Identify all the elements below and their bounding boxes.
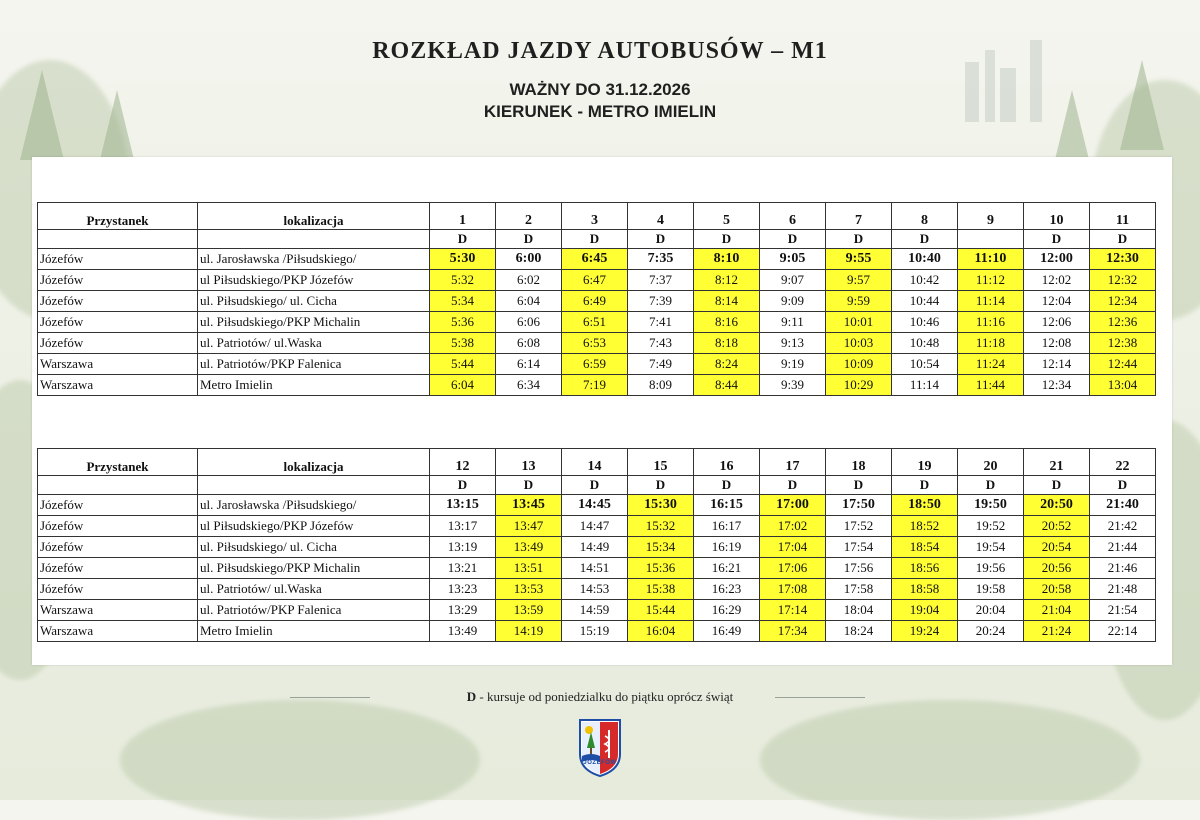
weekday-flag: D — [562, 476, 628, 495]
page-title: ROZKŁAD JAZDY AUTOBUSÓW – M1 — [372, 38, 828, 64]
departure-time: 10:44 — [892, 291, 958, 312]
departure-time: 17:52 — [826, 516, 892, 537]
departure-time: 18:54 — [892, 537, 958, 558]
stop-name: Józefów — [38, 333, 198, 354]
departure-time: 11:12 — [958, 270, 1024, 291]
departure-time: 13:59 — [496, 600, 562, 621]
departure-time: 12:00 — [1024, 249, 1090, 270]
departure-time: 10:54 — [892, 354, 958, 375]
departure-time: 15:36 — [628, 558, 694, 579]
course-number: 19 — [892, 449, 958, 476]
table-row — [38, 333, 1156, 354]
course-number: 3 — [562, 203, 628, 230]
departure-time: 17:14 — [760, 600, 826, 621]
stop-location: ul. Patriotów/ ul.Waska — [198, 333, 430, 354]
departure-time: 7:39 — [628, 291, 694, 312]
departure-time: 21:24 — [1024, 621, 1090, 642]
departure-time: 21:40 — [1090, 495, 1156, 516]
departure-time: 5:30 — [430, 249, 496, 270]
departure-time: 16:15 — [694, 495, 760, 516]
empty-cell — [38, 230, 198, 249]
departure-time: 9:13 — [760, 333, 826, 354]
departure-time: 6:34 — [496, 375, 562, 396]
departure-time: 5:44 — [430, 354, 496, 375]
departure-time: 10:29 — [826, 375, 892, 396]
departure-time: 7:37 — [628, 270, 694, 291]
stop-name: Józefów — [38, 579, 198, 600]
departure-time: 20:24 — [958, 621, 1024, 642]
departure-time: 16:17 — [694, 516, 760, 537]
departure-time: 13:29 — [430, 600, 496, 621]
departure-time: 12:30 — [1090, 249, 1156, 270]
weekday-flag: D — [628, 230, 694, 249]
departure-time: 19:54 — [958, 537, 1024, 558]
departure-time: 12:38 — [1090, 333, 1156, 354]
departure-time: 17:58 — [826, 579, 892, 600]
departure-time: 7:41 — [628, 312, 694, 333]
departure-time: 16:49 — [694, 621, 760, 642]
weekday-flag: D — [892, 476, 958, 495]
departure-time: 5:32 — [430, 270, 496, 291]
course-number: 11 — [1090, 203, 1156, 230]
departure-time: 21:04 — [1024, 600, 1090, 621]
departure-time: 6:02 — [496, 270, 562, 291]
validity-date: WAŻNY DO 31.12.2026 — [509, 80, 691, 99]
course-number: 13 — [496, 449, 562, 476]
departure-time: 21:54 — [1090, 600, 1156, 621]
departure-time: 17:02 — [760, 516, 826, 537]
departure-time: 11:24 — [958, 354, 1024, 375]
departure-time: 6:45 — [562, 249, 628, 270]
departure-time: 8:16 — [694, 312, 760, 333]
departure-time: 14:19 — [496, 621, 562, 642]
table-row — [38, 354, 1156, 375]
table-row — [38, 375, 1156, 396]
departure-time: 12:02 — [1024, 270, 1090, 291]
stop-location: ul. Piłsudskiego/ ul. Cicha — [198, 537, 430, 558]
departure-time: 8:18 — [694, 333, 760, 354]
departure-time: 12:34 — [1024, 375, 1090, 396]
departure-time: 10:03 — [826, 333, 892, 354]
departure-time: 22:14 — [1090, 621, 1156, 642]
departure-time: 17:04 — [760, 537, 826, 558]
departure-time: 12:08 — [1024, 333, 1090, 354]
course-number: 4 — [628, 203, 694, 230]
stop-location: ul Piłsudskiego/PKP Józefów — [198, 270, 430, 291]
departure-time: 8:12 — [694, 270, 760, 291]
weekday-flag: D — [892, 230, 958, 249]
departure-time: 19:52 — [958, 516, 1024, 537]
departure-time: 18:04 — [826, 600, 892, 621]
departure-time: 10:40 — [892, 249, 958, 270]
departure-time: 14:59 — [562, 600, 628, 621]
departure-time: 20:52 — [1024, 516, 1090, 537]
course-number: 12 — [430, 449, 496, 476]
departure-time: 18:52 — [892, 516, 958, 537]
direction-label: KIERUNEK - METRO IMIELIN — [483, 102, 717, 121]
departure-time: 16:19 — [694, 537, 760, 558]
departure-time: 12:44 — [1090, 354, 1156, 375]
course-number: 17 — [760, 449, 826, 476]
departure-time: 13:51 — [496, 558, 562, 579]
course-number: 20 — [958, 449, 1024, 476]
legend-key: D — [466, 689, 477, 704]
course-number: 10 — [1024, 203, 1090, 230]
weekday-flag: D — [496, 230, 562, 249]
stop-name: Józefów — [38, 516, 198, 537]
departure-time: 6:04 — [496, 291, 562, 312]
legend — [0, 689, 1200, 705]
departure-time: 12:36 — [1090, 312, 1156, 333]
departure-time: 9:55 — [826, 249, 892, 270]
column-header-stop: Przystanek — [38, 449, 198, 476]
stop-location: ul. Jarosławska /Piłsudskiego/ — [198, 495, 430, 516]
departure-time: 17:56 — [826, 558, 892, 579]
departure-time: 18:58 — [892, 579, 958, 600]
weekday-flag — [958, 230, 1024, 249]
course-number: 16 — [694, 449, 760, 476]
jozefow-crest-icon — [578, 718, 622, 778]
stop-location: ul. Patriotów/ ul.Waska — [198, 579, 430, 600]
stop-location: ul. Piłsudskiego/ ul. Cicha — [198, 291, 430, 312]
course-number: 22 — [1090, 449, 1156, 476]
table-row — [38, 516, 1156, 537]
departure-time: 12:14 — [1024, 354, 1090, 375]
course-number: 15 — [628, 449, 694, 476]
empty-cell — [38, 476, 198, 495]
departure-time: 19:04 — [892, 600, 958, 621]
departure-time: 13:45 — [496, 495, 562, 516]
weekday-flag: D — [496, 476, 562, 495]
departure-time: 11:14 — [892, 375, 958, 396]
legend-text: - kursuje od poniedzialku do piątku oprócz świąt — [476, 689, 734, 704]
departure-time: 17:08 — [760, 579, 826, 600]
departure-time: 5:38 — [430, 333, 496, 354]
course-number: 5 — [694, 203, 760, 230]
departure-time: 6:04 — [430, 375, 496, 396]
departure-time: 16:21 — [694, 558, 760, 579]
departure-time: 11:18 — [958, 333, 1024, 354]
departure-time: 15:38 — [628, 579, 694, 600]
course-number: 18 — [826, 449, 892, 476]
course-number-row — [38, 449, 1156, 476]
table-row — [38, 537, 1156, 558]
table-row — [38, 579, 1156, 600]
departure-time: 20:56 — [1024, 558, 1090, 579]
departure-time: 13:04 — [1090, 375, 1156, 396]
departure-time: 9:09 — [760, 291, 826, 312]
departure-time: 9:07 — [760, 270, 826, 291]
weekday-flag: D — [958, 476, 1024, 495]
departure-time: 9:11 — [760, 312, 826, 333]
departure-time: 11:10 — [958, 249, 1024, 270]
course-number: 6 — [760, 203, 826, 230]
course-number: 21 — [1024, 449, 1090, 476]
departure-time: 17:54 — [826, 537, 892, 558]
weekday-flag: D — [562, 230, 628, 249]
departure-time: 6:00 — [496, 249, 562, 270]
timetable-morning — [37, 202, 1156, 396]
stop-location: Metro Imielin — [198, 375, 430, 396]
departure-time: 12:04 — [1024, 291, 1090, 312]
stop-name: Józefów — [38, 312, 198, 333]
departure-time: 17:34 — [760, 621, 826, 642]
departure-time: 10:01 — [826, 312, 892, 333]
course-number: 2 — [496, 203, 562, 230]
departure-time: 16:04 — [628, 621, 694, 642]
departure-time: 19:24 — [892, 621, 958, 642]
timetable-afternoon — [37, 448, 1156, 642]
departure-time: 7:43 — [628, 333, 694, 354]
departure-time: 8:09 — [628, 375, 694, 396]
weekday-flag: D — [694, 230, 760, 249]
weekday-flag: D — [1024, 476, 1090, 495]
stop-name: Warszawa — [38, 621, 198, 642]
departure-time: 6:14 — [496, 354, 562, 375]
departure-time: 17:00 — [760, 495, 826, 516]
departure-time: 17:06 — [760, 558, 826, 579]
weekday-flag: D — [430, 230, 496, 249]
table-row — [38, 558, 1156, 579]
departure-time: 6:47 — [562, 270, 628, 291]
departure-time: 13:19 — [430, 537, 496, 558]
departure-time: 6:08 — [496, 333, 562, 354]
departure-time: 20:50 — [1024, 495, 1090, 516]
departure-time: 9:05 — [760, 249, 826, 270]
stop-name: Warszawa — [38, 354, 198, 375]
departure-time: 16:29 — [694, 600, 760, 621]
departure-time: 12:06 — [1024, 312, 1090, 333]
weekday-flag: D — [760, 476, 826, 495]
stop-name: Warszawa — [38, 600, 198, 621]
stop-location: ul. Jarosławska /Piłsudskiego/ — [198, 249, 430, 270]
departure-time: 20:54 — [1024, 537, 1090, 558]
departure-time: 16:23 — [694, 579, 760, 600]
weekday-flag-row — [38, 230, 1156, 249]
crest-label: JÓZEFÓW — [583, 760, 617, 766]
stop-location: ul. Patriotów/PKP Falenica — [198, 354, 430, 375]
departure-time: 14:47 — [562, 516, 628, 537]
stop-location: ul Piłsudskiego/PKP Józefów — [198, 516, 430, 537]
table-row — [38, 249, 1156, 270]
departure-time: 9:59 — [826, 291, 892, 312]
departure-time: 6:06 — [496, 312, 562, 333]
weekday-flag: D — [760, 230, 826, 249]
weekday-flag: D — [628, 476, 694, 495]
departure-time: 18:56 — [892, 558, 958, 579]
departure-time: 13:53 — [496, 579, 562, 600]
departure-time: 21:44 — [1090, 537, 1156, 558]
departure-time: 13:21 — [430, 558, 496, 579]
departure-time: 19:56 — [958, 558, 1024, 579]
table-row — [38, 312, 1156, 333]
departure-time: 15:44 — [628, 600, 694, 621]
stop-name: Józefów — [38, 495, 198, 516]
departure-time: 10:46 — [892, 312, 958, 333]
empty-cell — [198, 476, 430, 495]
weekday-flag: D — [1090, 476, 1156, 495]
stop-location: Metro Imielin — [198, 621, 430, 642]
stop-location: ul. Patriotów/PKP Falenica — [198, 600, 430, 621]
table-row — [38, 495, 1156, 516]
departure-time: 10:48 — [892, 333, 958, 354]
departure-time: 17:50 — [826, 495, 892, 516]
departure-time: 13:23 — [430, 579, 496, 600]
departure-time: 5:34 — [430, 291, 496, 312]
departure-time: 11:44 — [958, 375, 1024, 396]
course-number: 8 — [892, 203, 958, 230]
departure-time: 13:49 — [430, 621, 496, 642]
departure-time: 6:59 — [562, 354, 628, 375]
departure-time: 19:50 — [958, 495, 1024, 516]
departure-time: 6:49 — [562, 291, 628, 312]
departure-time: 18:24 — [826, 621, 892, 642]
departure-time: 13:47 — [496, 516, 562, 537]
column-header-stop: Przystanek — [38, 203, 198, 230]
stop-name: Warszawa — [38, 375, 198, 396]
weekday-flag: D — [826, 230, 892, 249]
course-number: 14 — [562, 449, 628, 476]
table-row — [38, 270, 1156, 291]
departure-time: 20:04 — [958, 600, 1024, 621]
course-number: 7 — [826, 203, 892, 230]
departure-time: 15:30 — [628, 495, 694, 516]
departure-time: 8:10 — [694, 249, 760, 270]
weekday-flag: D — [694, 476, 760, 495]
empty-cell — [198, 230, 430, 249]
departure-time: 15:19 — [562, 621, 628, 642]
stop-name: Józefów — [38, 558, 198, 579]
stop-name: Józefów — [38, 291, 198, 312]
departure-time: 6:53 — [562, 333, 628, 354]
departure-time: 20:58 — [1024, 579, 1090, 600]
departure-time: 9:39 — [760, 375, 826, 396]
departure-time: 15:32 — [628, 516, 694, 537]
weekday-flag: D — [826, 476, 892, 495]
departure-time: 7:19 — [562, 375, 628, 396]
departure-time: 12:34 — [1090, 291, 1156, 312]
departure-time: 13:15 — [430, 495, 496, 516]
weekday-flag: D — [1090, 230, 1156, 249]
stop-name: Józefów — [38, 249, 198, 270]
departure-time: 21:48 — [1090, 579, 1156, 600]
course-number: 1 — [430, 203, 496, 230]
departure-time: 10:42 — [892, 270, 958, 291]
departure-time: 11:14 — [958, 291, 1024, 312]
departure-time: 13:49 — [496, 537, 562, 558]
departure-time: 8:24 — [694, 354, 760, 375]
column-header-location: lokalizacja — [198, 449, 430, 476]
departure-time: 15:34 — [628, 537, 694, 558]
column-header-location: lokalizacja — [198, 203, 430, 230]
weekday-flag-row — [38, 476, 1156, 495]
course-number: 9 — [958, 203, 1024, 230]
departure-time: 14:49 — [562, 537, 628, 558]
departure-time: 9:19 — [760, 354, 826, 375]
departure-time: 8:14 — [694, 291, 760, 312]
table-row — [38, 600, 1156, 621]
course-number-row — [38, 203, 1156, 230]
departure-time: 12:32 — [1090, 270, 1156, 291]
departure-time: 13:17 — [430, 516, 496, 537]
departure-time: 14:51 — [562, 558, 628, 579]
departure-time: 7:49 — [628, 354, 694, 375]
table-row — [38, 291, 1156, 312]
departure-time: 21:46 — [1090, 558, 1156, 579]
departure-time: 14:53 — [562, 579, 628, 600]
departure-time: 14:45 — [562, 495, 628, 516]
departure-time: 9:57 — [826, 270, 892, 291]
departure-time: 11:16 — [958, 312, 1024, 333]
weekday-flag: D — [430, 476, 496, 495]
departure-time: 7:35 — [628, 249, 694, 270]
stop-name: Józefów — [38, 270, 198, 291]
departure-time: 6:51 — [562, 312, 628, 333]
departure-time: 19:58 — [958, 579, 1024, 600]
departure-time: 10:09 — [826, 354, 892, 375]
departure-time: 21:42 — [1090, 516, 1156, 537]
departure-time: 18:50 — [892, 495, 958, 516]
departure-time: 8:44 — [694, 375, 760, 396]
stop-location: ul. Piłsudskiego/PKP Michalin — [198, 558, 430, 579]
stop-location: ul. Piłsudskiego/PKP Michalin — [198, 312, 430, 333]
weekday-flag: D — [1024, 230, 1090, 249]
departure-time: 5:36 — [430, 312, 496, 333]
table-row — [38, 621, 1156, 642]
stop-name: Józefów — [38, 537, 198, 558]
